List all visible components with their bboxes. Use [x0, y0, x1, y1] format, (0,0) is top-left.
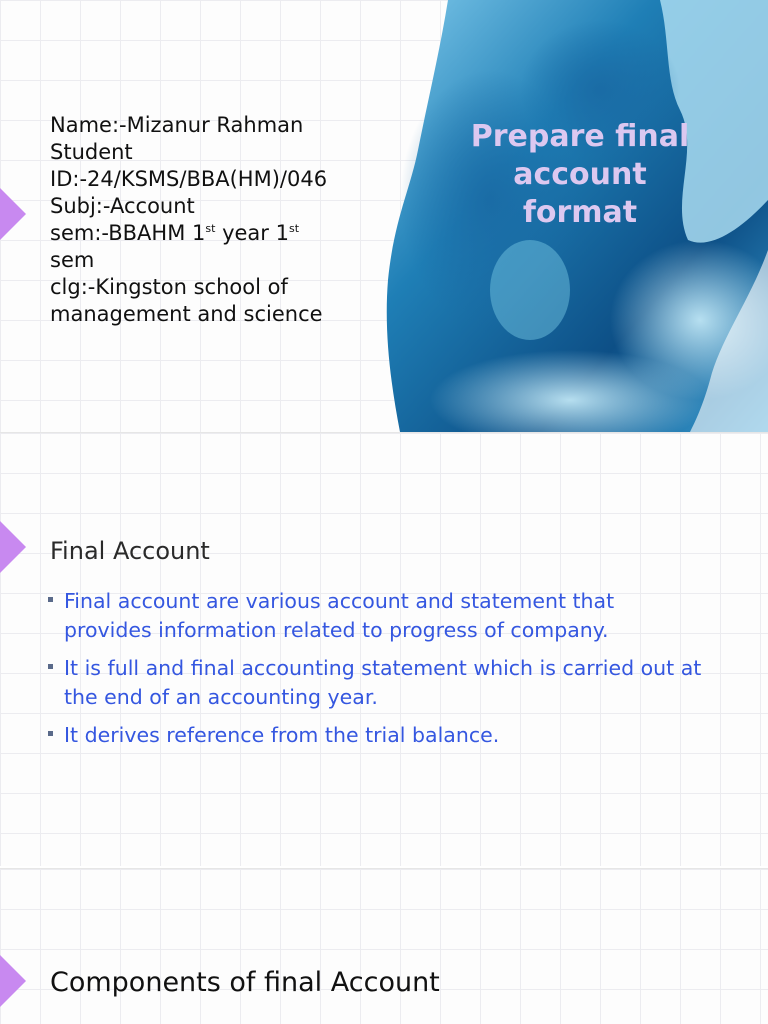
section-title: Components of final Account	[50, 967, 440, 998]
list-item: It derives reference from the trial balance.	[46, 721, 706, 750]
cover-slide	[0, 0, 768, 432]
cover-title: Prepare final account format	[470, 119, 690, 230]
accent-arrow-icon	[0, 955, 26, 1007]
student-name: Name:-Mizanur Rahman	[50, 113, 304, 137]
components-slide	[0, 868, 768, 1024]
list-item: Final account are various account and statement that provides information related to progress of company.	[46, 587, 706, 645]
college-line-2: management and science	[50, 302, 323, 326]
student-info	[50, 112, 370, 328]
final-account-slide	[0, 432, 768, 866]
accent-arrow-icon	[0, 188, 26, 240]
section-title: Final Account	[50, 537, 210, 565]
student-label: Student	[50, 140, 133, 164]
accent-arrow-icon	[0, 521, 26, 573]
subject: Subj:-Account	[50, 194, 195, 218]
student-id: ID:-24/KSMS/BBA(HM)/046	[50, 167, 328, 191]
semester: sem:-BBAHM 1st year 1st	[50, 221, 300, 245]
list-item: It is full and final accounting statement which is carried out at the end of an accounting year.	[46, 654, 706, 712]
college-line-1: clg:-Kingston school of	[50, 275, 288, 299]
semester-suffix: sem	[50, 248, 95, 272]
bullet-list	[46, 587, 706, 759]
